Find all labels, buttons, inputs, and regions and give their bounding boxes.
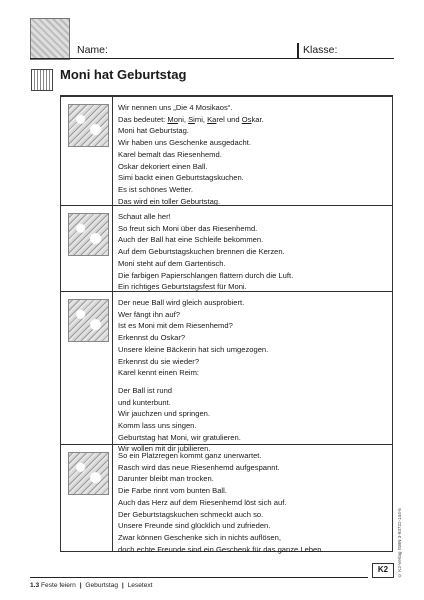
text-line: Die Farbe rinnt vom bunten Ball.: [118, 486, 227, 496]
story-text-1: [118, 102, 388, 207]
text-line: Zwar können Geschenke sich in nichts auflösen,: [118, 532, 281, 542]
text-line: Moni steht auf dem Gartentisch.: [118, 258, 226, 268]
text-line: Wir nennen uns „Die 4 Mosikaos“.: [118, 103, 233, 112]
text-line: Karel bemalt das Riesenhemd.: [118, 149, 222, 159]
verse-line: Wir wollen mit dir jubilieren.: [118, 444, 211, 454]
header-divider: [297, 43, 299, 58]
story-text-3: [118, 297, 388, 455]
footer-rule: [30, 577, 368, 578]
header-rule: [30, 58, 394, 59]
text-line: Karel kennt einen Reim:: [118, 368, 200, 378]
text-line: Oskar dekoriert einen Ball.: [118, 161, 208, 171]
text-line: Der Geburtstagskuchen schmeckt auch so.: [118, 509, 264, 519]
reading-icon: [31, 69, 53, 91]
footer-part-1: Feste feiern: [41, 582, 76, 589]
text-line: Das wird ein toller Geburtstag.: [118, 196, 221, 206]
text-line: Wir haben uns Geschenke ausgedacht.: [118, 138, 251, 148]
text-line: Darunter bleibt man trocken.: [118, 474, 214, 484]
story-illustration-2: [68, 213, 109, 256]
page-number: 1.3: [30, 582, 40, 589]
text-line: Die farbigen Papierschlangen flattern durch die Luft.: [118, 270, 294, 280]
text-line: Das bedeutet: Moni, Simi, Karel und Oskar.: [118, 114, 264, 124]
story-row-3: [61, 291, 392, 454]
header-illustration: [30, 18, 70, 60]
text-line: Auf dem Geburtstagskuchen brennen die Kerzen.: [118, 247, 285, 257]
klasse-label: Klasse:: [303, 44, 338, 56]
verse-line: Der Ball ist rund: [118, 385, 173, 395]
story-text-4: [118, 450, 388, 555]
text-line: Schaut alle her!: [118, 212, 171, 221]
verse-line: Wir jauchzen und springen.: [118, 409, 211, 419]
text-line: Der neue Ball wird gleich ausprobiert.: [118, 298, 245, 307]
verse-line: und kunterbunt.: [118, 397, 171, 407]
text-line: Wer fängt ihn auf?: [118, 309, 180, 319]
verse-line: Geburtstag hat Moni, wir gratulieren.: [118, 432, 241, 442]
text-line: Auch der Ball hat eine Schleife bekommen.: [118, 235, 264, 245]
story-row-4: [61, 444, 392, 553]
text-line: Ein richtiges Geburtstagsfest für Moni.: [118, 282, 247, 292]
story-table: [60, 95, 393, 552]
story-text-2: [118, 211, 388, 293]
story-illustration-1: [68, 104, 109, 147]
text-line: Auch das Herz auf dem Riesenhemd löst sich auf.: [118, 497, 287, 507]
story-row-1: [61, 96, 392, 206]
page-title: Moni hat Geburtstag: [60, 67, 187, 82]
text-line: Erkennst du sie wieder?: [118, 356, 200, 366]
text-line: Unsere Freunde sind glücklich und zufrieden.: [118, 521, 271, 531]
text-line: Erkennst du Oskar?: [118, 333, 186, 343]
text-line: So ein Platzregen kommt ganz unerwartet.: [118, 451, 262, 460]
story-illustration-4: [68, 452, 109, 495]
publisher-logo: K2: [372, 563, 394, 578]
footer-part-3: Lesetext: [127, 582, 153, 589]
verse-line: Komm lass uns singen.: [118, 421, 197, 431]
name-label: Name:: [77, 44, 108, 56]
footer: [30, 582, 153, 590]
text-line: Simi backt einen Geburtstagskuchen.: [118, 173, 244, 183]
text-line: Es ist schönes Wetter.: [118, 184, 193, 194]
publisher-credit: © K2-Verlag ISBN 3-93722-144-5: [397, 508, 402, 578]
footer-part-2: Geburtstag: [85, 582, 119, 589]
footer-separator: |: [79, 582, 82, 589]
text-line: Moni hat Geburtstag.: [118, 126, 189, 136]
text-line: Ist es Moni mit dem Riesenhemd?: [118, 321, 233, 331]
story-row-2: [61, 205, 392, 292]
footer-separator: |: [121, 582, 124, 589]
story-illustration-3: [68, 299, 109, 342]
text-line: So freut sich Moni über das Riesenhemd.: [118, 223, 258, 233]
text-line: Rasch wird das neue Riesenhemd aufgespannt.: [118, 462, 280, 472]
text-line: doch echte Freunde sind ein Geschenk für das ganze Leben.: [118, 544, 324, 554]
text-line: Unsere kleine Bäckerin hat sich umgezogen.: [118, 344, 269, 354]
